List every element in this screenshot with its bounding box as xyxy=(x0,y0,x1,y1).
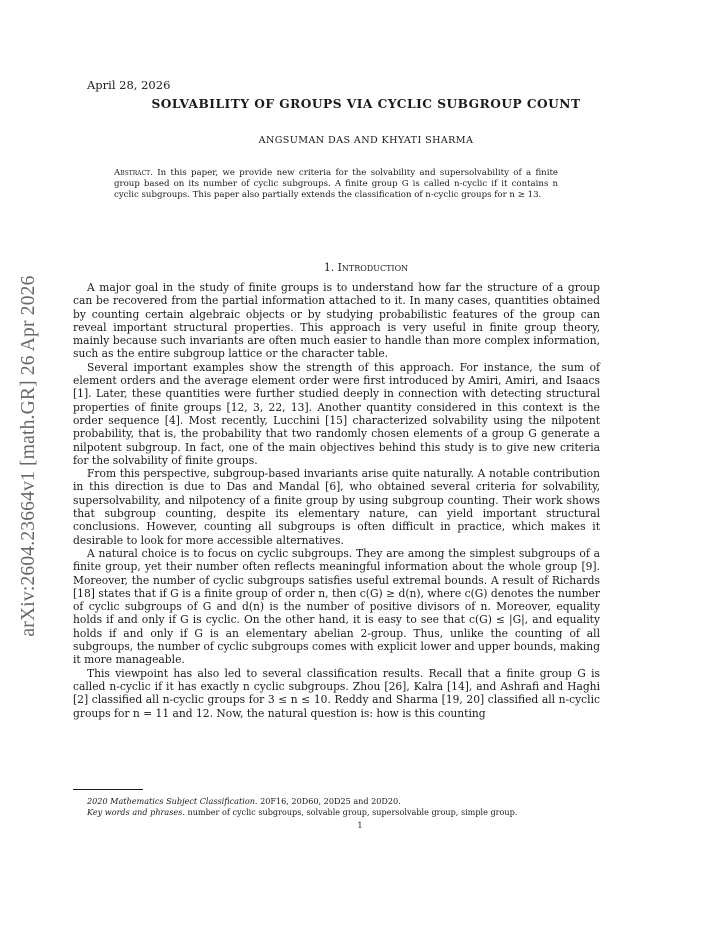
footnote-msc xyxy=(87,796,597,807)
paragraph: A natural choice is to focus on cyclic subgroups. They are among the simplest subgroups of a finite group, yet their number often reflects meaningful information about the whole group [9]. Moreover, the number of cyclic subgroups satisfies useful extremal bounds. A result of Richards [18] states that if G is a finite group of order n, then c(G) ≥ d(n), where c(G) denotes the number of cyclic subgroups of G and d(n) is the number of positive divisors of n. Moreover, equality holds if and only if G is cyclic. On the other hand, it is easy to see that c(G) ≤ |G|, and equality holds if and only if G is an elementary abelian 2-group. Thus, unlike the counting of all subgroups, the number of cyclic subgroups comes with explicit lower and upper bounds, making it more manageable. xyxy=(73,546,600,667)
arxiv-stamp-container xyxy=(8,246,50,666)
footnote-keywords xyxy=(87,807,597,818)
paper-authors: ANGSUMAN DAS AND KHYATI SHARMA xyxy=(258,135,474,146)
arxiv-stamp: arXiv:2604.23664v1 [math.GR] 26 Apr 2026 xyxy=(18,275,39,637)
paragraph: Several important examples show the strength of this approach. For instance, the sum of element orders and the average element order were first introduced by Amiri, Amiri, and Isaacs [1]. Later, these quantities were further studied deeply in connection with detecting structural properties of finite groups [12, 3, 22, 13]. Another quantity considered in this context is the order sequence [4]. Most recently, Lucchini [15] characterized solvability using the nilpotent probability, that is, the probability that two randomly chosen elements of a group G generate a nilpotent subgroup. In fact, one of the main objectives behind this study is to give new criteria for the solvability of finite groups. xyxy=(73,360,600,467)
abstract-text: In this paper, we provide new criteria for the solvability and supersolvability of a finite group based on its number of cyclic subgroups. A finite group G is called n-cyclic if it contains n cyclic subgroups. This paper also partially extends the classification of n-cyclic groups for n ≥ 13. xyxy=(114,168,559,201)
footnote-rule xyxy=(73,789,143,790)
page-number: 1 xyxy=(357,820,363,830)
section-title: Introduction xyxy=(337,261,409,274)
paper-title: SOLVABILITY OF GROUPS VIA CYCLIC SUBGROUP COUNT xyxy=(151,97,581,111)
section-number: 1. xyxy=(323,261,335,274)
section-heading xyxy=(0,261,720,274)
footnotes xyxy=(87,796,597,818)
body-text xyxy=(73,281,600,720)
paper-date: April 28, 2026 xyxy=(87,78,171,92)
abstract xyxy=(114,168,558,202)
abstract-label: Abstract. xyxy=(114,168,153,178)
keywords-text: number of cyclic subgroups, solvable group, supersolvable group, simple group. xyxy=(187,807,518,818)
msc-label: 2020 Mathematics Subject Classification. xyxy=(87,796,258,806)
paragraph: This viewpoint has also led to several classification results. Recall that a finite group G is called n-cyclic if it has exactly n cyclic subgroups. Zhou [26], Kalra [14], and Ashrafi and Haghi [2] classified all n-cyclic groups for 3 ≤ n ≤ 10. Reddy and Sharma [19, 20] classified all n-cyclic groups for n = 11 and 12. Now, the natural question is: how is this counting xyxy=(73,666,600,720)
keywords-label: Key words and phrases. xyxy=(87,807,185,818)
paragraph: From this perspective, subgroup-based invariants arise quite naturally. A notable contribution in this direction is due to Das and Mandal [6], who obtained several criteria for solvability, supersolvability, and nilpotency of a finite group by using subgroup counting. Their work shows that subgroup counting, despite its elementary nature, can yield important structural conclusions. However, counting all subgroups is often difficult in practice, which makes it desirable to look for more accessible alternatives. xyxy=(73,467,600,547)
msc-text: 20F16, 20D60, 20D25 and 20D20. xyxy=(260,796,401,806)
paragraph: A major goal in the study of finite groups is to understand how far the structure of a group can be recovered from the partial information attached to it. In many cases, quantities obtained by counting certain algebraic objects or by studying probabilistic features of the group can reveal important structural properties. This approach is very useful in finite group theory, mainly because such invariants are often much easier to handle than more complex information, such as the entire subgroup lattice or the character table. xyxy=(73,281,600,361)
